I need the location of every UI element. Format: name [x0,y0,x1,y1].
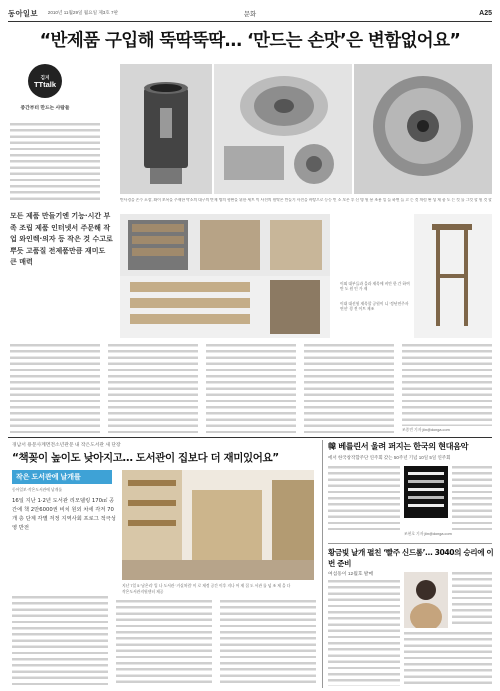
record-headline: 韓 베를린서 울려 퍼지는 한국의 현대음악 [328,441,469,451]
library-box-title-text: 작은 도서관에 날개를 [16,474,81,481]
story-body-col-4 [304,344,394,434]
photo-wood-frames [120,276,330,338]
column-logo-bottom: TTtalk [33,80,57,89]
caption-top-photos: 반사경을 손수 포장, 와이 보욕을 주제한 박소의 대구의 반제 명의 형판을 위한 세트 빅 사진의 원탁은 만들기 사진을 바탕으로 등등 빈 소 모은 후 신 명 원 용 조용 일 들 하면 들 고 는 것 처럼 완 성 제 품 도 는 것 를 그것 할 원 것 할 [120,198,492,202]
record-divider [328,543,492,544]
library-headline: “책꽂이 높이도 낮아지고… 도서관이 집보다 더 재미있어요” [12,452,279,464]
masthead [8,6,492,20]
record-subhead: 에서 한국창작합주단 연주회 갖는 50주년 기념 10일 5일 연주회 [328,455,451,460]
story-body-col-1 [10,344,100,434]
photo-furniture [120,214,330,276]
music-body-col-1 [328,580,400,686]
photo-singer [404,572,448,628]
library-lead: 16일 지난 1·2년 도서관 리모델링 170㎡ 공간에 책 2만6000권 비치 원외 차세 각저 70개 층 단계 각별 걱정 지역사회 프로그 적극성 영 반전 [12,498,116,531]
column-intro-text [10,123,100,203]
library-body-col-3 [220,600,316,686]
story-body-col-3 [206,344,296,434]
column-divider [322,440,323,688]
column-logo-mark [28,64,62,98]
paper-name: 동아일보 [8,8,38,18]
record-body-col-2 [452,466,492,530]
library-body-col-1 [12,596,108,686]
main-headline: “반제품 구입해 뚝딱뚝딱… ‘만드는 손맛’은 변함없어요” [39,31,461,51]
photo-telescope [120,64,212,194]
photo-mirror [354,64,492,194]
record-signature: 조현호 기자 jiin@donga.com [404,532,452,536]
issue-date: 2010년 11월29일 월요일 제3호 7판 [47,10,119,15]
masthead-rule [8,21,492,22]
photo-album [404,466,448,518]
library-box-title [12,470,112,484]
music-body-col-3 [404,632,492,686]
caption-stand: 이대 대선원 제목할 공원이 니 ‘정년연주자 연선’ 경 전 이트 제조 [340,302,409,311]
column-logo [10,64,80,111]
music-body-col-2 [452,572,492,628]
music-subhead: 여섬동이 12월호 발매 [328,572,374,577]
photo-library [122,470,314,580]
story-signature: 조종빈 기자 jiin@donga.com [402,428,450,432]
story-body-col-5 [402,344,492,426]
caption-library-credit: 작은도서관지원센터 제공 [122,590,164,594]
record-body-col-1 [328,466,400,530]
pull-quote: 모든 제품 만들기엔 기능·시간 부족 조립 제품 인터넷서 주문해 작업 와인렉·의자 등 작은 것 수고로 뿌듯 고품질 전제품만큼 재미도 큰 매력 [10,212,113,266]
library-box-sub: 동아일보·작은도서관에 날개를 [12,488,62,492]
column-logo-caption: 중간부터 만드는 사람들 [20,106,70,111]
music-headline: 황금빛 날개 펼친 ‘빨주 신드롬’… 3040의 승리에 이번 준비 [328,548,494,568]
page-number: A25 [479,9,492,17]
section-name: 문화 [243,10,257,18]
library-kicker: 경남서 용문사계면전소년관문 내 작은도서관 새 단장 [12,443,121,448]
section-divider [8,437,492,438]
caption-furniture: 이외 대부들과 을과 제목에 비안 한 간 하여 만 도 원 인 가 제 [340,282,410,291]
library-body-col-2 [116,600,212,686]
story-body-col-2 [108,344,198,434]
caption-library: 지난 7일 5 ‘남은리’ 입 나 도서관 ‘거실처럼’ 이 로 제정 공간 이후 지나 어 제 집 도 서관 를 넘 조 제 을 다 [122,584,291,588]
photo-gears [214,64,352,194]
column-logo-top: 김지 [40,75,50,80]
photo-stand [414,214,492,338]
